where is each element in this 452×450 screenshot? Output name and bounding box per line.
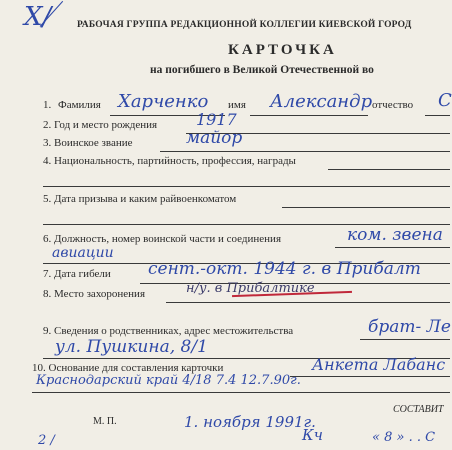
field-position-value-1: ком. звена (347, 225, 443, 245)
field-patronymic-line (425, 115, 450, 116)
bottom-left-mark: 2 / (38, 433, 55, 448)
field-death-date-label: 7. Дата гибели (43, 268, 111, 280)
field-basis-value-1: Анкета Лабанс (312, 355, 446, 374)
field-nationality-line (328, 169, 450, 170)
field-rank-value: майор (186, 128, 243, 148)
field-burial-label: 8. Место захоронения (43, 288, 145, 300)
field-position-value-2: авиации (52, 245, 114, 261)
header-organization: РАБОЧАЯ ГРУППА РЕДАКЦИОННОЙ КОЛЛЕГИИ КИЕВСКОЙ ГОРОД (77, 20, 412, 30)
compiled-by-label: СОСТАВИТ (393, 404, 444, 415)
field-burial-value: н/у. в Прибалтике (186, 281, 315, 296)
field-draft-label: 5. Дата призыва и каким райвоенкоматом (43, 193, 237, 205)
field-nationality-line-2 (43, 186, 450, 187)
field-nationality-label: 4. Национальность, партийность, профессия, награды (43, 155, 296, 167)
field-name-value: Александр (270, 91, 373, 112)
field-surname-value: Харченко (118, 91, 209, 112)
field-1-number: 1. (43, 99, 52, 111)
field-rank-label: 3. Воинское звание (43, 137, 133, 149)
field-death-date-value: сент.-окт. 1944 г. в Прибалт (148, 259, 421, 279)
field-name-line (250, 115, 368, 116)
field-name-label: имя (228, 99, 246, 111)
field-relatives-value-2: ул. Пушкина, 8/1 (55, 337, 208, 357)
field-basis-line-2 (32, 392, 450, 393)
field-basis-line (290, 376, 450, 377)
field-draft-line (282, 207, 450, 208)
corner-handwritten-mark: Х/ (24, 2, 52, 32)
field-basis-value-2: Краснодарский край 4/18 7.4 12.7.90г. (36, 373, 301, 388)
signature: Кч (302, 426, 323, 444)
stamp-place-label: М. П. (93, 416, 117, 427)
compile-date-value: 1. ноября 1991г. (184, 413, 316, 431)
card-subtitle: на погибшего в Великой Отечественной во (150, 64, 374, 76)
field-relatives-value-1: брат- Ле (368, 317, 451, 337)
field-burial-line (166, 302, 450, 303)
field-position-line (335, 247, 450, 248)
card-title: КАРТОЧКА (228, 42, 337, 58)
compile-date-short: « 8 » . . С (372, 430, 436, 445)
field-relatives-line (360, 339, 450, 340)
field-birth-value: 1917 (196, 110, 237, 129)
field-position-label: 6. Должность, номер воинской части и соединения (43, 233, 281, 245)
field-patronymic-label: отчество (372, 99, 414, 111)
field-patronymic-value: С (438, 90, 452, 111)
field-relatives-label: 9. Сведения о родственниках, адрес местожительства (43, 325, 294, 337)
field-rank-line (160, 151, 450, 152)
field-birth-label: 2. Год и место рождения (43, 119, 158, 131)
field-surname-label: Фамилия (58, 99, 101, 111)
field-basis-label: 10. Основание для составления карточки (32, 362, 224, 374)
